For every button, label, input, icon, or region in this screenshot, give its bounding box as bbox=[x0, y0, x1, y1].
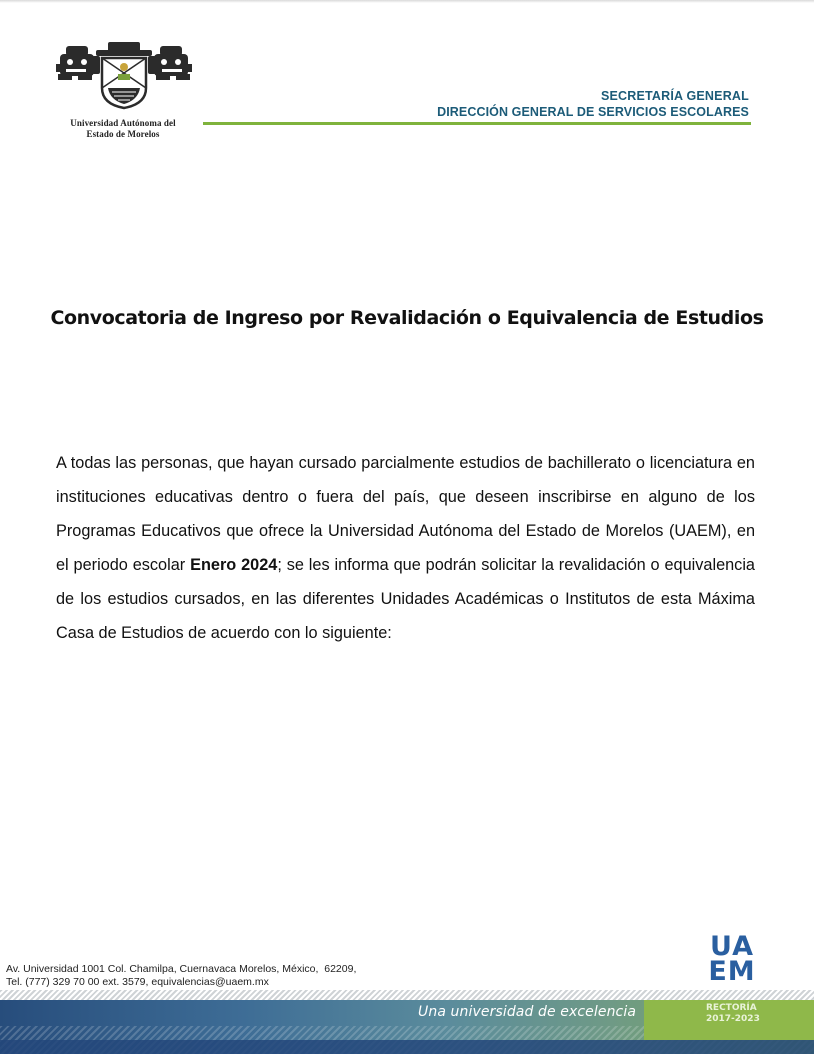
department-heading bbox=[437, 88, 749, 120]
institution-name-line2: Estado de Morelos bbox=[86, 129, 160, 139]
footer-address-line2: Tel. (777) 329 70 00 ext. 3579, equivalencias@uaem.mx bbox=[6, 976, 269, 988]
footer-address bbox=[6, 963, 356, 989]
rectoria-line1: RECTORÍA bbox=[706, 1003, 757, 1013]
uaem-logo-line1: UA bbox=[710, 931, 754, 962]
rectoria-label bbox=[706, 1003, 760, 1025]
body-text-part1: A todas las personas, que hayan cursado parcialmente estudios de bachillerato o licenciatura en instituciones educativas dentro o fuera del país, que deseen inscribirse en alguno de los Programas Educativos que ofrece la Universidad Autónoma del Estado de Morelos (UAEM), en el periodo escolar bbox=[56, 454, 755, 574]
page-top-shadow bbox=[0, 0, 814, 3]
footer-band-hatch bbox=[0, 990, 814, 1000]
uaem-logo-line2: EM bbox=[708, 956, 756, 987]
footer-band-bottom bbox=[0, 1040, 814, 1054]
header-divider bbox=[203, 122, 751, 125]
institution-name-line1: Universidad Autónoma del bbox=[70, 118, 176, 128]
institution-name bbox=[52, 118, 194, 140]
footer-tagline: Una universidad de excelencia bbox=[418, 1004, 637, 1020]
footer-address-line1: Av. Universidad 1001 Col. Chamilpa, Cuernavaca Morelos, México, 62209, bbox=[6, 963, 357, 975]
university-coat-of-arms-icon bbox=[56, 40, 192, 110]
body-text-part2: ; se les informa que podrán solicitar la revalidación o equivalencia de los estudios cursados, en las diferentes Unidades Académicas o Institutos de esta Máxima Casa de Estudios de acuerdo con lo siguiente: bbox=[56, 556, 755, 642]
document-title: Convocatoria de Ingreso por Revalidación o Equivalencia de Estudios bbox=[50, 307, 764, 329]
document-body bbox=[56, 446, 755, 650]
body-text-bold-period: Enero 2024 bbox=[190, 556, 278, 574]
uaem-logo bbox=[704, 931, 760, 987]
department-line1: SECRETARÍA GENERAL bbox=[600, 89, 749, 103]
rectoria-line2: 2017-2023 bbox=[706, 1014, 760, 1024]
department-line2: DIRECCIÓN GENERAL DE SERVICIOS ESCOLARES bbox=[437, 105, 749, 119]
